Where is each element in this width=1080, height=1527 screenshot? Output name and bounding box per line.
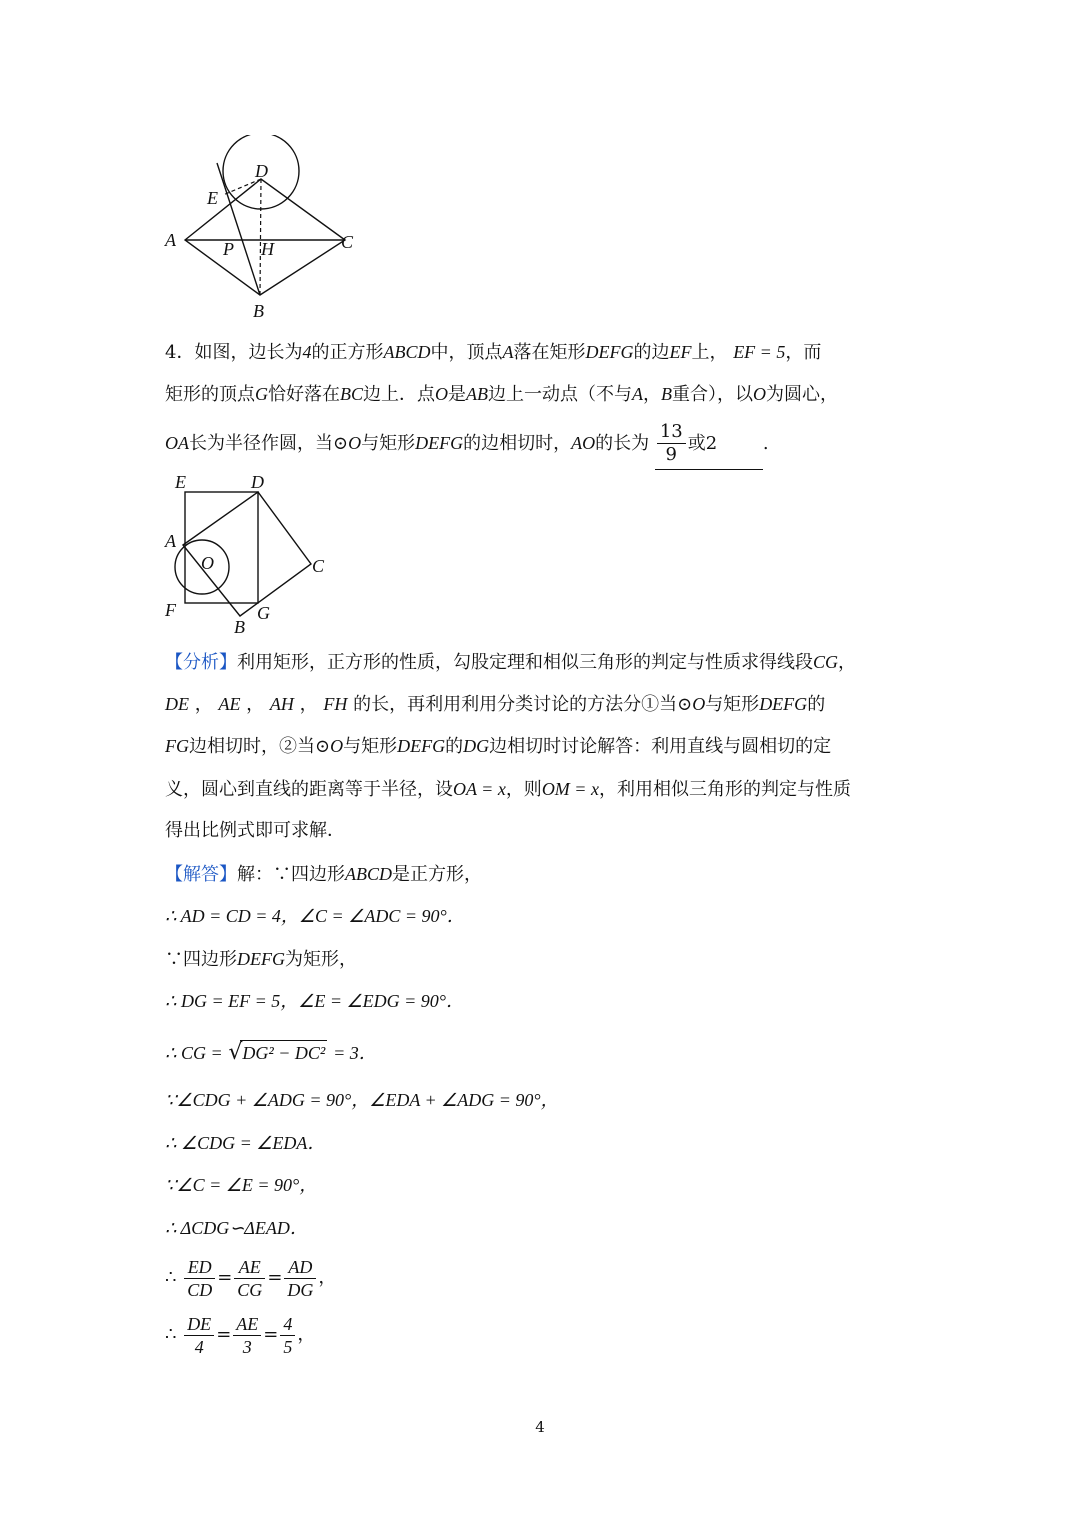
ratio-4-5: $\frac{4}{5}$ — [280, 1313, 295, 1358]
label-d2: D — [251, 472, 264, 492]
segment-db-dashed — [260, 179, 261, 295]
label-b: B — [253, 301, 264, 321]
answer-fraction: $\frac{13}{9}$ — [657, 421, 686, 466]
label-c: C — [341, 232, 354, 252]
figure-rectangle-square — [155, 470, 340, 640]
solution-tag: 【解答】 — [165, 864, 237, 885]
label-d: D — [255, 161, 268, 181]
solution-line-1: 【解答】解：∵四边形ABCD是正方形， — [165, 864, 482, 885]
page-number: 4 — [535, 1418, 545, 1436]
solution-line-2: ∴ AD = CD = 4，∠C = ∠ADC = 90°． — [165, 906, 465, 926]
circle-symbol: ⊙ — [333, 433, 349, 454]
tangent-line — [217, 163, 260, 295]
problem-line-3: OA长为半径作圆，当⊙O与矩形DEFG的边相切时，AO的长为 $\frac{13}{9}$ 或2 . — [165, 418, 769, 470]
analysis-line-2: DE ， AE ， AH ， FH 的长，再利用利用分类讨论的方法分①当⊙O与矩形DEFG的 — [165, 694, 826, 715]
radicand: DG² − DC² — [240, 1040, 327, 1065]
label-a2: A — [165, 531, 176, 551]
analysis-line-5: 得出比例式即可求解． — [165, 820, 345, 841]
label-a: A — [165, 230, 176, 250]
analysis-line-3: FG边相切时，②当⊙O与矩形DEFG的DG边相切时讨论解答：利用直线与圆相切的定 — [165, 736, 832, 757]
solution-line-9: ∴ ΔCDG∽ΔEAD． — [165, 1218, 308, 1238]
analysis-line-4: 义，圆心到直线的距离等于半径，设OA = x，则OM = x，利用相似三角形的判定与性质 — [165, 779, 851, 800]
label-c2: C — [312, 556, 325, 576]
solution-line-4: ∴ DG = EF = 5，∠E = ∠EDG = 90°． — [165, 991, 464, 1011]
label-h: H — [261, 239, 274, 259]
analysis-tag: 【分析】 — [165, 652, 237, 673]
ratio-de-4: $\frac{DE}{4}$ — [184, 1313, 214, 1358]
solution-line-5: ∴ CG = √DG² − DC² = 3． — [165, 1040, 377, 1065]
label-b2: B — [234, 617, 245, 637]
solution-line-3: ∵四边形DEFG为矩形， — [165, 949, 357, 970]
sqrt-sign: √ — [228, 1040, 243, 1065]
answer-blank: $\frac{13}{9}$ 或2 — [655, 419, 763, 470]
problem-line-2: 矩形的顶点G恰好落在BC边上．点O是AB边上一动点（不与A，B重合），以O为圆心， — [165, 384, 839, 405]
solution-line-11: ∴ $\frac{DE}{4}$ = $\frac{AE}{3}$ = $\frac{4}{5}$ ， — [165, 1313, 316, 1357]
label-o2: O — [201, 553, 214, 573]
solution-line-10: ∴ $\frac{ED}{CD}$ = $\frac{AE}{CG}$ = $\frac{AD}{DG}$ ， — [165, 1256, 337, 1300]
label-p: P — [223, 239, 234, 259]
problem-number: 4． — [165, 342, 195, 363]
label-e: E — [207, 188, 218, 208]
solution-line-8: ∵∠C = ∠E = 90°， — [165, 1175, 318, 1195]
ratio-ad-dg: $\frac{AD}{DG}$ — [284, 1256, 316, 1301]
solution-line-6: ∵∠CDG + ∠ADG = 90°，∠EDA + ∠ADG = 90°， — [165, 1090, 559, 1110]
label-e2: E — [175, 472, 186, 492]
label-f2: F — [165, 600, 176, 620]
ratio-ae-cg: $\frac{AE}{CG}$ — [234, 1256, 265, 1301]
figure-rhombus-circle — [155, 135, 370, 325]
ratio-ae-3: $\frac{AE}{3}$ — [233, 1313, 261, 1358]
analysis-line-1: 【分析】利用矩形，正方形的性质，勾股定理和相似三角形的判定与性质求得线段CG， — [165, 652, 857, 673]
ratio-ed-cd: $\frac{ED}{CD}$ — [184, 1256, 215, 1301]
segment-de-dashed — [223, 179, 261, 195]
solution-line-7: ∴ ∠CDG = ∠EDA． — [165, 1133, 326, 1153]
problem-line-1: 4．如图，边长为4的正方形ABCD中，顶点A落在矩形DEFG的边EF上， EF = 5，而 — [165, 342, 822, 363]
label-g2: G — [257, 603, 270, 623]
